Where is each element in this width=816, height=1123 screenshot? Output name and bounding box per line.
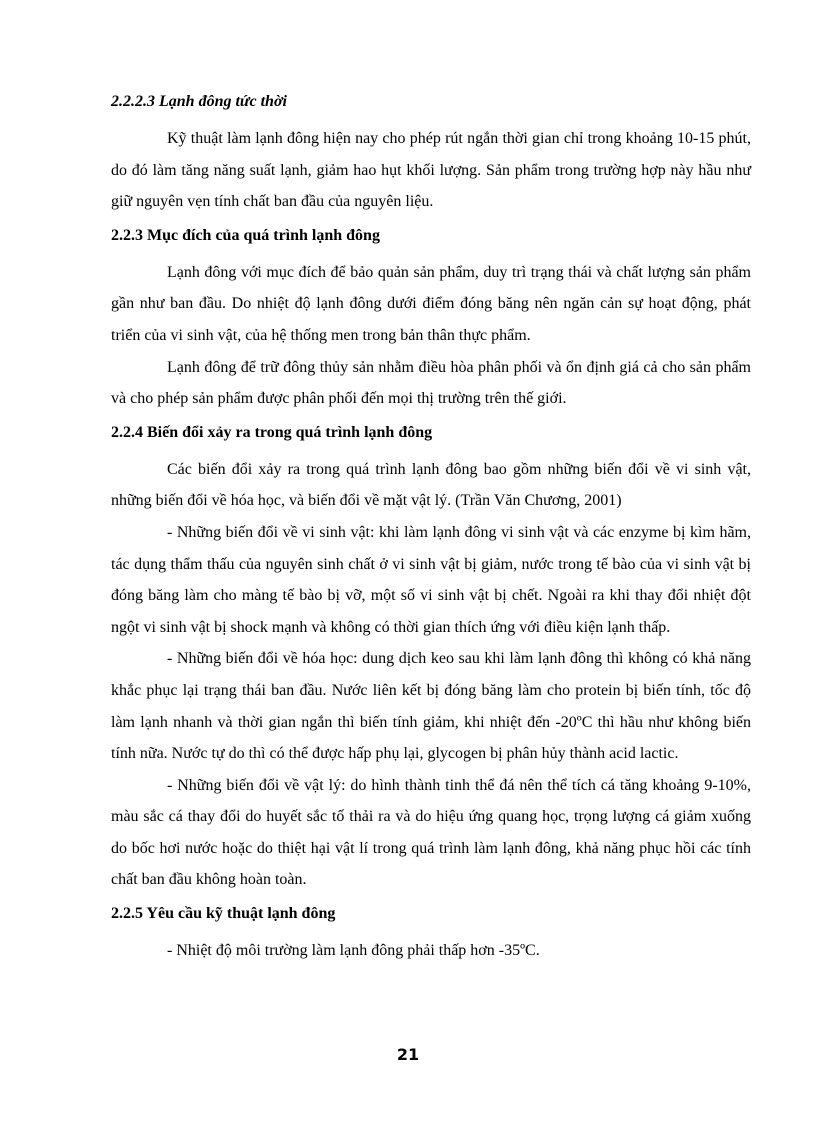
page-number: 21 <box>396 1045 420 1064</box>
paragraph: - Những biến đổi về vật lý: do hình thành tinh thể đá nên thể tích cá tăng khoảng 9-10%, màu sắc cá thay đổi do huyết sắc tố thải ra và do hiệu ứng quang học, trọng lượng cá giảm xuống do bốc hơi nước hoặc do thiệt hại vật lí trong quá trình làm lạnh đông, khả năng phục hồi các tính chất ban đầu không hoàn toàn. <box>111 776 751 889</box>
section-lanh-dong-tuc-thoi <box>111 92 751 218</box>
paragraph: - Những biến đổi về vi sinh vật: khi làm lạnh đông vi sinh vật và các enzyme bị kìm hãm, tác dụng thẩm thấu của nguyên sinh chất ở vi sinh vật bị giảm, nước trong tế bào của vi sinh vật bị đóng băng làm cho màng tế bào bị vỡ, một số vi sinh vật bị chết. Ngoài ra khi thay đổi nhiệt đột ngột vi sinh vật bị shock mạnh và không có thời gian thích ứng với điều kiện lạnh thấp. <box>111 523 751 636</box>
section-heading: 2.2.5 Yêu cầu kỹ thuật lạnh đông <box>111 905 336 923</box>
section-heading: 2.2.2.3 Lạnh đông tức thời <box>111 93 287 110</box>
paragraph: - Nhiệt độ môi trường làm lạnh đông phải thấp hơn -35ºC. <box>167 942 540 960</box>
paragraph: Các biến đổi xảy ra trong quá trình lạnh đông bao gồm những biến đổi về vi sinh vật, những biến đổi về hóa học, và biến đổi về mặt vật lý. (Trần Văn Chương, 2001) <box>111 460 751 510</box>
paragraph: Lạnh đông để trữ đông thủy sản nhằm điều hòa phân phối và ổn định giá cả cho sản phẩm và cho phép sản phẩm được phân phối đến mọi thị trường trên thế giới. <box>111 358 751 408</box>
section-yeu-cau <box>111 904 751 967</box>
section-muc-dich <box>111 226 751 415</box>
section-heading: 2.2.4 Biến đổi xảy ra trong quá trình lạnh đông <box>111 423 433 441</box>
paragraph: Lạnh đông với mục đích để bảo quản sản phẩm, duy trì trạng thái và chất lượng sản phẩm gần như ban đầu. Do nhiệt độ lạnh đông dưới điểm đóng băng nên ngăn cản sự hoạt động, phát triển của vi sinh vật, của hệ thống men trong bản thân thực phẩm. <box>111 263 751 344</box>
paragraph: - Những biến đổi về hóa học: dung dịch keo sau khi làm lạnh đông thì không có khả năng khắc phục lại trạng thái ban đầu. Nước liên kết bị đóng băng làm cho protein bị biến tính, tốc độ làm lạnh nhanh và thời gian ngắn thì biến tính giảm, khi nhiệt đến -20ºC thì hầu như không biến tính nữa. Nước tự do thì có thể được hấp phụ lại, glycogen bị phân hủy thành acid lactic. <box>111 650 751 763</box>
document-page <box>111 92 751 975</box>
section-heading: 2.2.3 Mục đích của quá trình lạnh đông <box>111 226 380 244</box>
paragraph: Kỹ thuật làm lạnh đông hiện nay cho phép rút ngắn thời gian chỉ trong khoảng 10-15 phút, do đó làm tăng năng suất lạnh, giảm hao hụt khối lượng. Sản phẩm trong trường hợp này hầu như giữ nguyên vẹn tính chất ban đầu của nguyên liệu. <box>111 130 751 211</box>
section-bien-doi <box>111 423 751 896</box>
